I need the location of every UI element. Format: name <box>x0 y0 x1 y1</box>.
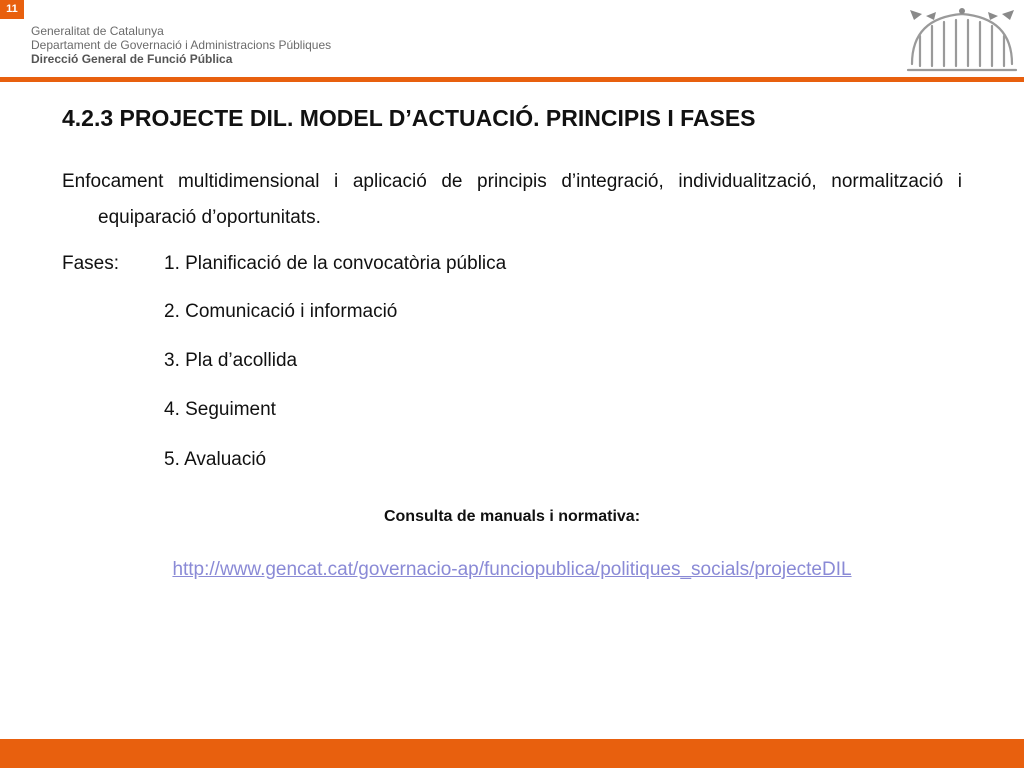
phase-item: 4. Seguiment <box>164 399 276 420</box>
phase-item: 1. Planificació de la convocatòria pública <box>164 253 507 274</box>
department-name: Departament de Governació i Administracions Públiques <box>31 38 332 52</box>
resources-heading: Consulta de manuals i normativa: <box>383 508 641 525</box>
generalitat-logo-icon <box>906 4 1018 75</box>
phases-label: Fases: <box>62 253 120 274</box>
resources-link[interactable]: http://www.gencat.cat/governacio-ap/funciopublica/politiques_socials/projecteDIL <box>172 559 852 580</box>
phase-item: 3. Pla d’acollida <box>164 350 298 371</box>
directorate-name: Direcció General de Funció Pública <box>31 52 233 66</box>
slide-title: 4.2.3 PROJECTE DIL. MODEL D’ACTUACIÓ. PRINCIPIS I FASES <box>62 105 756 131</box>
phase-item: 2. Comunicació i informació <box>164 301 398 322</box>
phase-item: 5. Avaluació <box>164 449 267 470</box>
header-divider <box>0 77 1024 82</box>
org-header <box>31 24 631 66</box>
intro-paragraph: Enfocament multidimensional i aplicació de principis d’integració, individualització, normalització i equiparació d’oportunitats. <box>62 171 962 228</box>
footer-bar <box>0 739 1024 768</box>
org-name: Generalitat de Catalunya <box>31 24 164 38</box>
page-number-badge: 11 <box>0 0 24 19</box>
